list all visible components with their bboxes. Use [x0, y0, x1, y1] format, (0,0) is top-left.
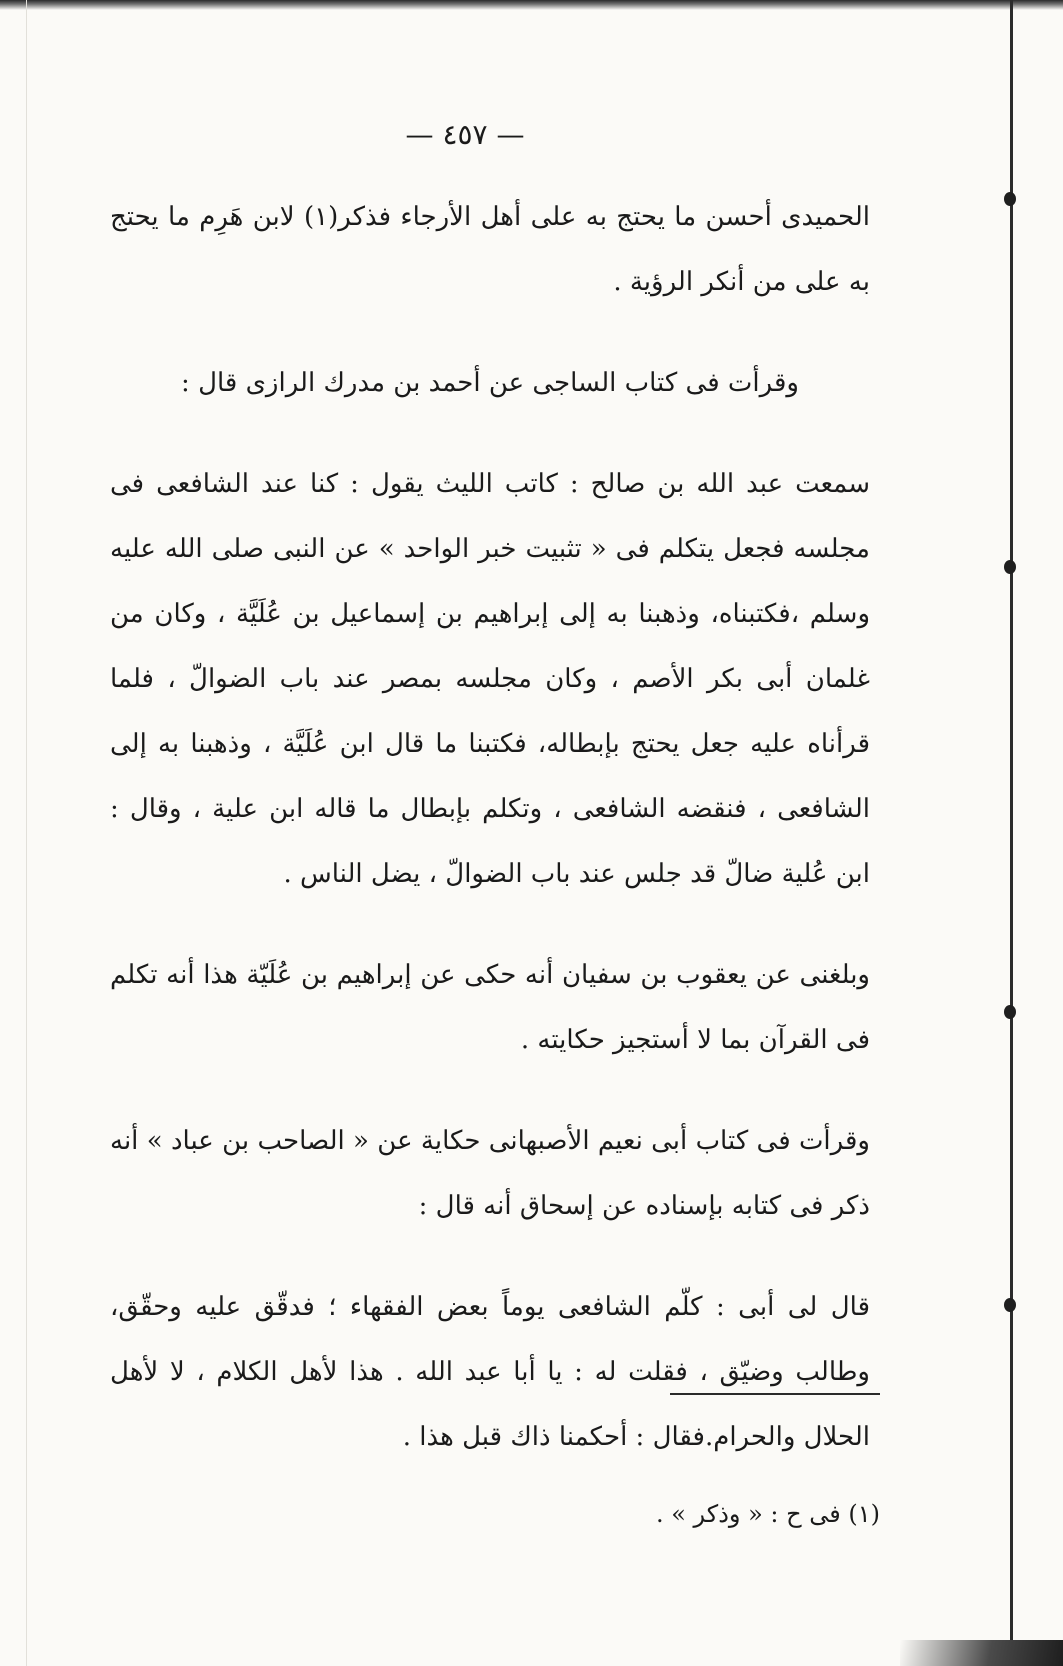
body-text: [110, 185, 870, 1490]
paragraph-5: وقرأت فى كتاب أبى نعيم الأصبهانى حكاية عن « الصاحب بن عباد » أنه ذكر فى كتابه بإسناده عن إسحاق أنه قال :: [110, 1126, 870, 1221]
paragraph-6: قال لى أبى : كلّم الشافعى يوماً بعض الفقهاء ؛ فدقّق عليه وحقّق، وطالب وضيّق ، فقلت له : يا أبا عبد الله . هذا لأهل الكلام ، لا لأهل الحلال والحرام.فقال : أحكمنا ذاك قبل هذا .: [110, 1292, 870, 1452]
top-scan-shadow: [0, 0, 1063, 10]
left-margin-line: [26, 0, 27, 1666]
footnote: (١) فى ح : « وذكر » .: [655, 1500, 880, 1528]
paragraph-1: الحميدى أحسن ما يحتج به على أهل الأرجاء فذكر(١) لابن هَرِم ما يحتج به على من أنكر الرؤية .: [110, 202, 870, 297]
binding-hole: [1004, 560, 1016, 574]
paragraph-2: وقرأت فى كتاب الساجى عن أحمد بن مدرك الرازى قال :: [181, 368, 799, 398]
page-number: — ٤٥٧ —: [405, 118, 525, 151]
paragraph-3: سمعت عبد الله بن صالح : كاتب الليث يقول : كنا عند الشافعى فى مجلسه فجعل يتكلم فى « تثبيت خبر الواحد » عن النبى صلى الله عليه وسلم ،فكتبناه، وذهبنا به إلى إبراهيم بن إسماعيل بن عُلَيَّة ، وكان من غلمان أبى بكر الأصم ، وكان مجلسه بمصر عند باب الضوالّ ، فلما قرأناه عليه جعل يحتج بإبطاله، فكتبنا ما قال ابن عُلَيَّة ، وذهبنا به إلى الشافعى ، فنقضه الشافعى ، وتكلم بإبطال ما قاله ابن علية ، وقال : ابن عُلية ضالّ قد جلس عند باب الضوالّ ، يضل الناس .: [110, 469, 871, 889]
binding-rule: [1010, 0, 1013, 1666]
binding-hole: [1004, 1005, 1016, 1019]
binding-hole: [1004, 192, 1016, 206]
footnote-separator: [670, 1393, 880, 1395]
bottom-scan-shadow: [900, 1640, 1063, 1666]
paragraph-4: وبلغنى عن يعقوب بن سفيان أنه حكى عن إبراهيم بن عُلَيّة هذا أنه تكلم فى القرآن بما لا أستجيز حكايته .: [110, 960, 870, 1055]
binding-hole: [1004, 1298, 1016, 1312]
